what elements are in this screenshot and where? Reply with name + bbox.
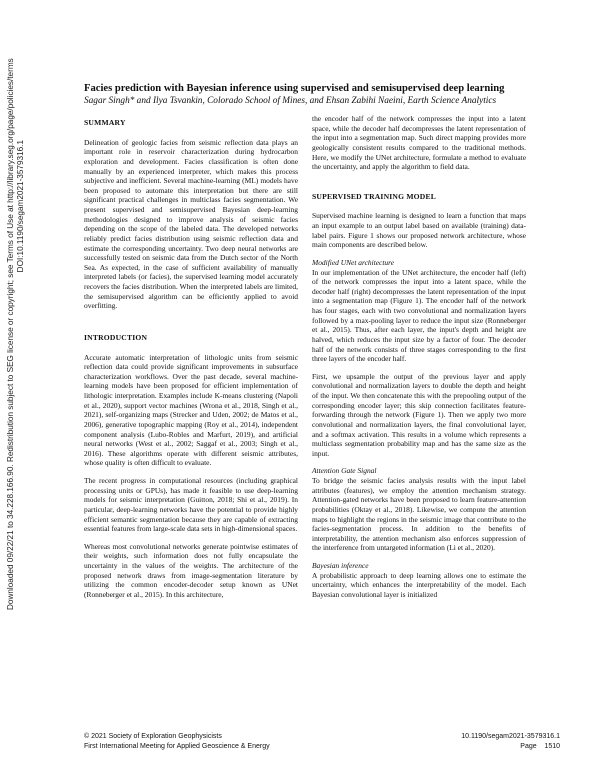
attention-paragraph: To bridge the seismic facies analysis results with the input label attributes (features), we employ the attention mechanism strategy. Attention-gated networks have been proposed to learn feature-attention probabilities (Oktay et al., 2018). Likewise, we compute the attention maps to highlight the regions in the seismic image that contribute to the facies-segmentation process. In addition to the benefits of interpretability, the attention mechanism also enforces suppression of the interference from untargeted information (Li et al., 2020).	[312, 476, 526, 553]
footer-copyright: © 2021 Society of Exploration Geophysicists	[84, 733, 222, 740]
footer-right	[430, 732, 560, 752]
footer-doi: 10.1190/segam2021-3579316.1	[461, 733, 560, 740]
summary-heading: SUMMARY	[84, 118, 126, 127]
sidebar-text	[6, 58, 26, 610]
page-number: 1510	[544, 743, 560, 750]
right-column	[312, 114, 526, 608]
left-column	[84, 118, 298, 608]
footer-page	[430, 742, 560, 752]
supervised-paragraph: Supervised machine learning is designed to learn a function that maps an input example to an output label based on available (training) data-label pairs. Figure 1 shows our proposed network architecture, whose main components are described below.	[312, 211, 526, 250]
unet-paragraph-2: First, we upsample the output of the previous layer and apply convolutional and normalization layers to double the depth and height of the input. We then concatenate this with the prepooling output of the corresponding encoder layer; this skip connection facilitates feature-forwarding through the network (Figure 1). Then we apply two more convolutional and normalization layers, the final convolutional layer, and a softmax activation. This results in a volume which represents a multiclass segmentation probability map and has the same size as the input.	[312, 371, 526, 458]
intro-paragraph-3: Whereas most convolutional networks generate pointwise estimates of their weights, such information does not fully encapsulate the uncertainty in the values of the weights. The architecture of the proposed network draws from image-segmentation literature by utilizing the common encoder-decoder setup known as UNet (Ronneberger et al., 2015). In this architecture,	[84, 541, 298, 599]
paper-title: Facies prediction with Bayesian inference using supervised and semisupervised deep learning	[84, 83, 505, 94]
intro-paragraph-1: Accurate automatic interpretation of lithologic units from seismic reflection data could provide significant improvements in subsurface characterization workflows. Over the past decade, several machine-learning models have been proposed for efficient implementation of lithologic interpretation. Examples include K-means clustering (Napoli et al., 2020), support vector machines (Wrona et al., 2018, Singh et al., 2021), self-organizing maps (Strecker and Uden, 2002; de Matos et al., 2006), generative topographic mapping (Roy et al., 2014), independent component analysis (Lubo-Robles and Marfurt, 2019), and artificial neural networks (West et al., 2002; Saggaf et al., 2003; Singh et al., 2016). These algorithms operate with different seismic attributes, whose quality is often difficult to evaluate.	[84, 352, 298, 468]
summary-paragraph: Delineation of geologic facies from seismic reflection data plays an important role in reservoir characterization during hydrocarbon exploration and development. Facies classification is often done manually by an experienced interpreter, which makes this process subjective and inefficient. Several machine-learning (ML) models have been proposed to automate this interpretation but there are still significant practical challenges in multiclass facies segmentation. We present supervised and semisupervised Bayesian deep-learning methodologies designed to improve analysis of seismic facies depending on the scope of the labeled data. The developed networks reliably predict facies distribution using seismic reflection data and estimate the corresponding uncertainty. Two deep neural networks are successfully tested on seismic data from the Dutch sector of the North Sea. As expected, in the case of sufficient availability of manually interpreted labels (or facies), the supervised learning model accurately recovers the facies distribution. When the interpreted labels are limited, the semisupervised algorithm can be efficiently applied to avoid overfitting.	[84, 137, 298, 311]
intro-paragraph-2: The recent progress in computational resources (including graphical processing units or GPUs), has made it feasible to use deep-learning models for seismic interpretation (Guitton, 2018; Shi et al., 2019). In particular, deep-learning networks have the potential to provide highly efficient semantic segmentation because they are capable of extracting essential features from large-scale data sets in high-dimensional spaces.	[84, 476, 298, 534]
supervised-heading: SUPERVISED TRAINING MODEL	[312, 191, 437, 201]
unet-paragraph-1: In our implementation of the UNet architecture, the encoder half (left) of the network compresses the input into a latent space, while the decoder half (right) decompresses the latent representation of the input into a segmentation map (Figure 1). The encoder half of the network has four stages, each with two convolutional and normalization layers followed by a max-pooling layer to reduce the input size (Ronneberger et al., 2015). Thus, after each layer, the input's depth and height are halved, which reduces the input size by a factor of four. The decoder half of the network consists of three stages corresponding to the first three layers of the encoder half.	[312, 267, 526, 364]
sidebar-line-doi: DOI:10.1190/segam2021-3579316.1	[16, 140, 25, 273]
subheading-unet: Modified UNet architecture	[312, 257, 395, 267]
subheading-attention: Attention Gate Signal	[312, 466, 377, 476]
download-sidebar	[0, 58, 30, 610]
footer-left	[84, 732, 270, 752]
introduction-heading: INTRODUCTION	[84, 332, 148, 342]
sidebar-line-download: Downloaded 09/22/21 to 34.228.166.90. Redistribution subject to SEG license or copyright; see Terms of Use at http://library.seg.org/page/policies/terms	[6, 58, 15, 610]
subheading-bayesian: Bayesian inference	[312, 561, 369, 570]
footer-meeting: First International Meeting for Applied Geoscience & Energy	[84, 743, 270, 750]
paper-authors: Sagar Singh* and Ilya Tsvankin, Colorado School of Mines, and Ehsan Zabihi Naeini, Earth Science Analytics	[84, 96, 497, 106]
bayesian-paragraph: A probabilistic approach to deep learning allows one to estimate the uncertainty, which enhances the interpretability of the model. Each Bayesian convolutional layer is initialized	[312, 570, 526, 599]
intro-continuation: the encoder half of the network compresses the input into a latent space, while the decoder half decompresses the latent representation of the input into a segmentation map. Such direct mapping provides more geologically consistent results compared to the traditional methods. Here, we modify the UNet architecture, formulate a method to evaluate the uncertainty, and apply the algorithm to field data.	[312, 114, 526, 172]
page-label: Page	[520, 743, 537, 750]
